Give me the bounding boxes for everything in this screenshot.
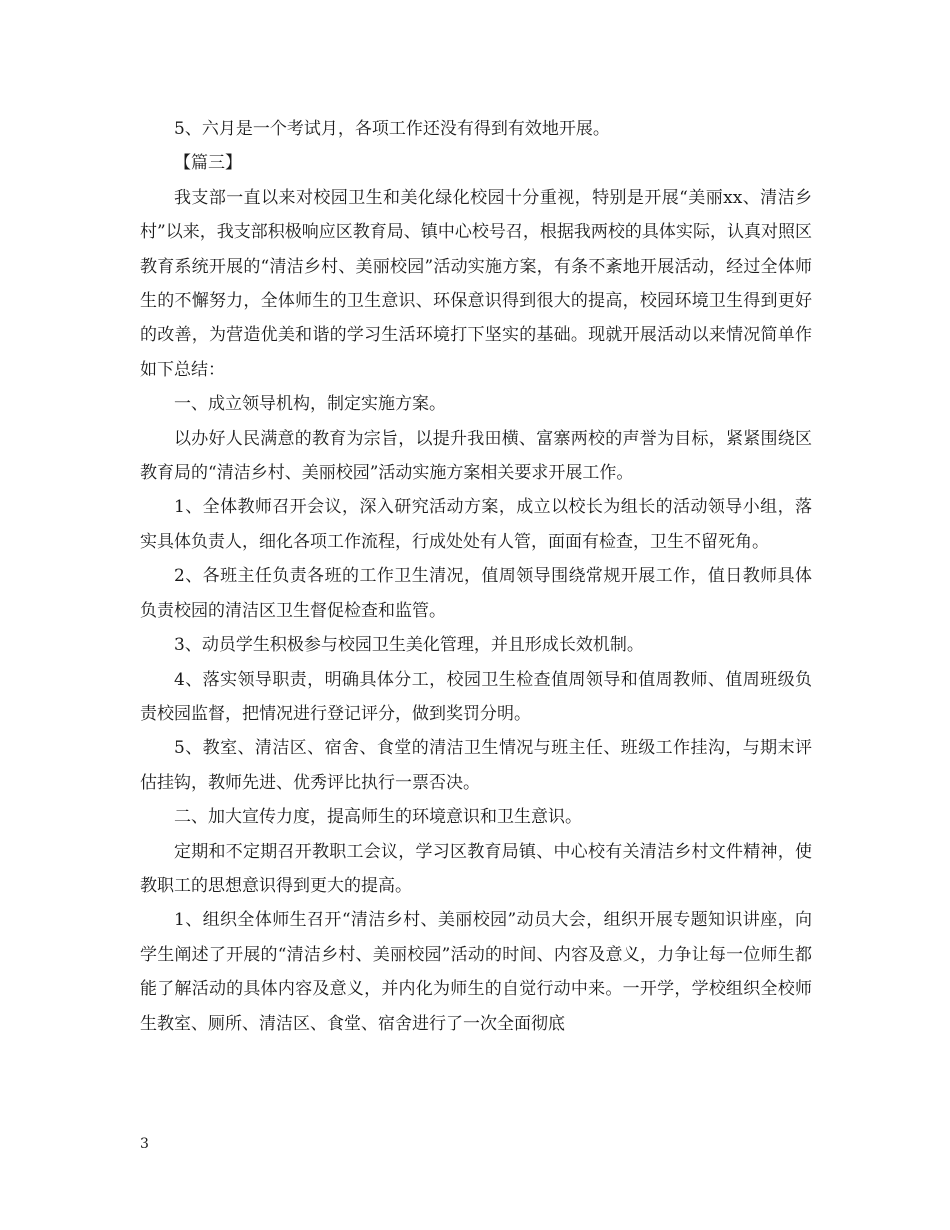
paragraph: 4、落实领导职责，明确具体分工，校园卫生检查值周领导和值周教师、值周班级负责校园监督，把情况进行登记评分，做到奖罚分明。 — [140, 669, 812, 724]
document-body — [140, 112, 812, 1041]
paragraph: 以办好人民满意的教育为宗旨，以提升我田横、富寨两校的声誉为目标，紧紧围绕区教育局的“清洁乡村、美丽校园”活动实施方案相关要求开展工作。 — [140, 428, 812, 484]
paragraph: 我支部一直以来对校园卫生和美化绿化校园十分重视，特别是开展“美丽xx、清洁乡村”以来，我支部积极响应区教育局、镇中心校号召，根据我两校的具体实际，认真对照区教育系统开展的“清洁乡村、美丽校园”活动实施方案，有条不紊地开展活动，经过全体师生的不懈努力，全体师生的卫生意识、环保意识得到很大的提高，校园环境卫生得到更好的改善，为营造优美和谐的学习生活环境打下坚实的基础。现就开展活动以来情况简单作如下总结： — [140, 187, 812, 380]
paragraph: 定期和不定期召开教职工会议，学习区教育局镇、中心校有关清洁乡村文件精神，使教职工的思想意识得到更大的提高。 — [140, 841, 812, 896]
paragraph: 5、教室、清洁区、宿舍、食堂的清洁卫生情况与班主任、班级工作挂沟，与期末评估挂钩，教师先进、优秀评比执行一票否决。 — [140, 738, 812, 793]
page-number: 3 — [140, 1136, 149, 1152]
paragraph: 2、各班主任负责各班的工作卫生清况，值周领导围绕常规开展工作，值日教师具体负责校园的清洁区卫生督促检查和监管。 — [140, 566, 812, 621]
section-heading: 二、加大宣传力度，提高师生的环境意识和卫生意识。 — [174, 807, 582, 828]
paragraph: 1、组织全体师生召开“清洁乡村、美丽校园”动员大会，组织开展专题知识讲座，向学生阐述了开展的“清洁乡村、美丽校园”活动的时间、内容及意义，力争让每一位师生都能了解活动的具体内容及意义，并内化为师生的自觉行动中来。一开学，学校组织全校师生教室、厕所、清洁区、食堂、宿舍进行了一次全面彻底 — [140, 910, 812, 1034]
paragraph: 5、六月是一个考试月，各项工作还没有得到有效地开展。 — [174, 119, 610, 139]
paragraph: 1、全体教师召开会议，深入研究活动方案，成立以校长为组长的活动领导小组，落实具体负责人，细化各项工作流程，行成处处有人管，面面有检查，卫生不留死角。 — [140, 497, 812, 552]
section-heading: 一、成立领导机构，制定实施方案。 — [174, 394, 446, 415]
paragraph: 3、动员学生积极参与校园卫生美化管理，并且形成长效机制。 — [174, 635, 644, 656]
section-heading: 【篇三】 — [174, 153, 242, 174]
